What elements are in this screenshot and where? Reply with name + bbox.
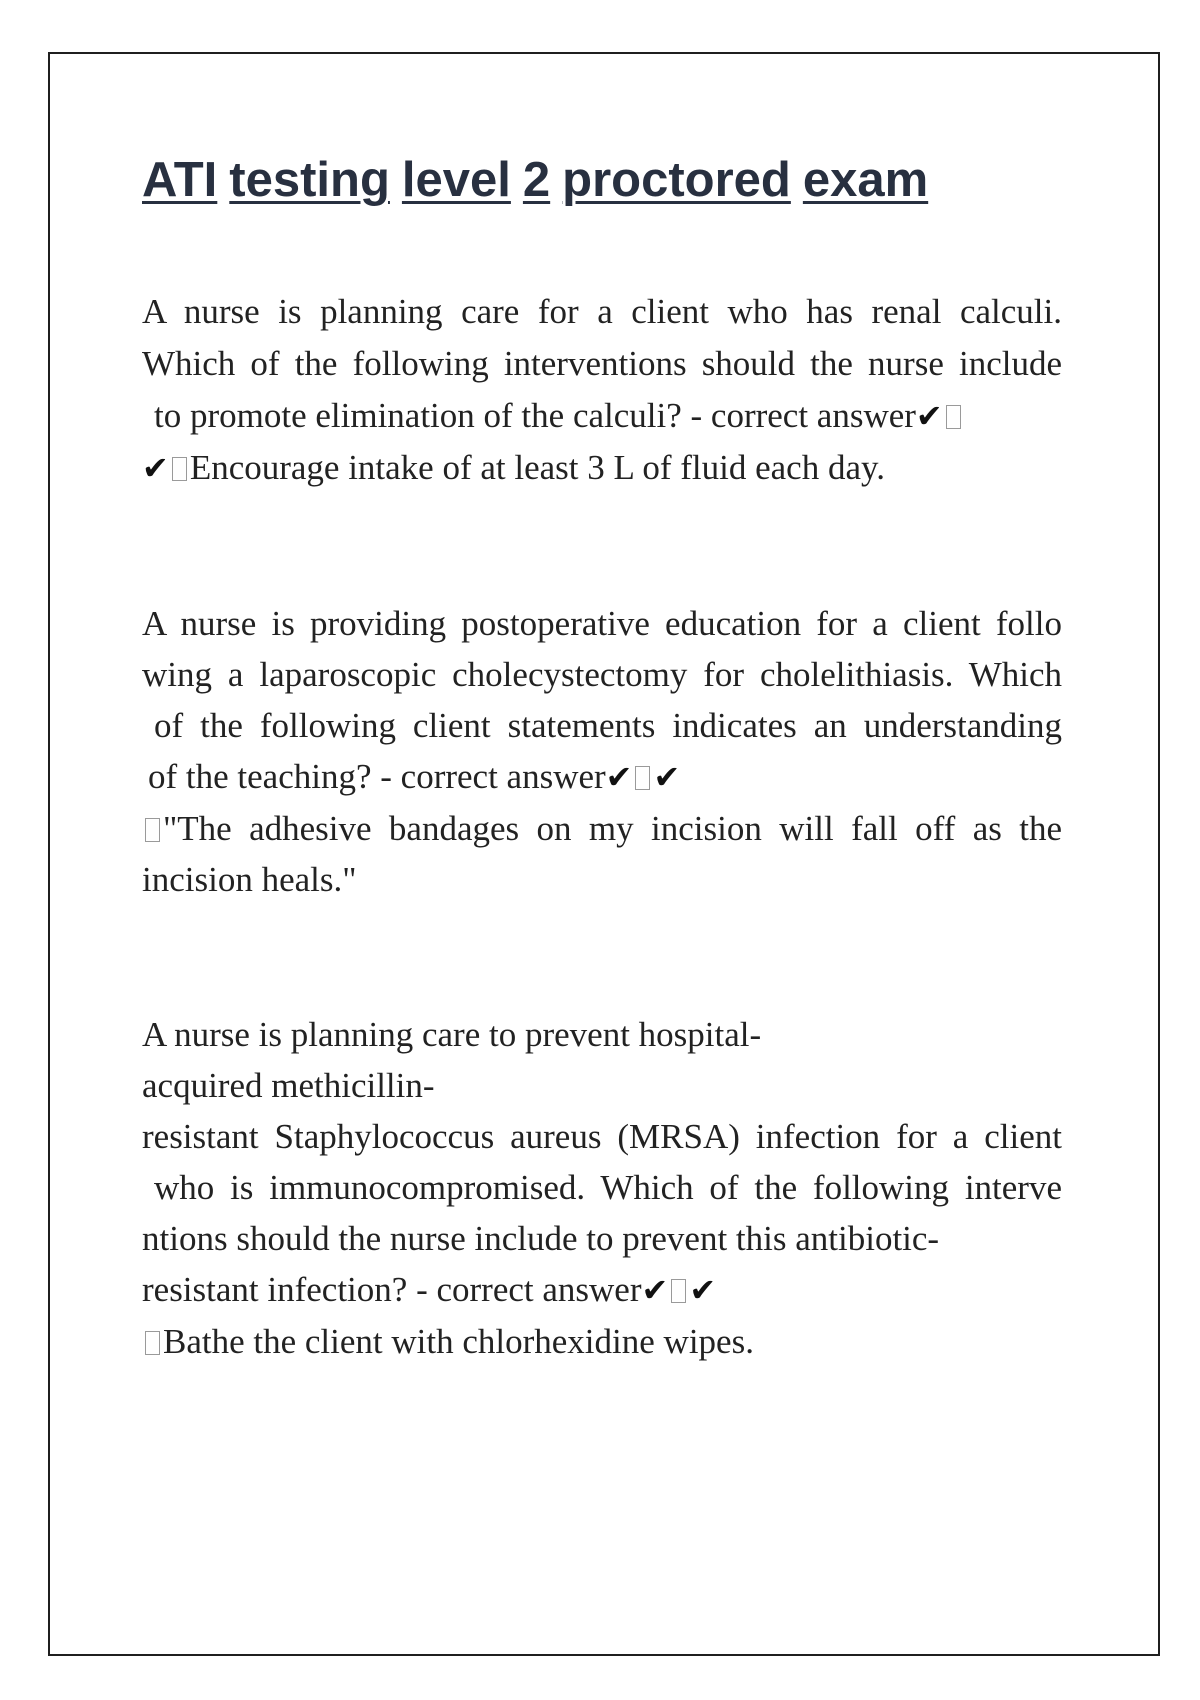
- question-line: of the following client statements indicates an understanding: [154, 706, 1062, 745]
- checkmark-icon: ✔: [142, 449, 169, 487]
- answer-text: Encourage intake of at least 3 L of fluid each day.: [189, 448, 885, 487]
- answer-line: incision heals.": [142, 860, 357, 899]
- answer-line: [142, 442, 1062, 494]
- checkmark-icon: ✔: [653, 758, 681, 796]
- missing-glyph-box-icon: [145, 818, 160, 842]
- missing-glyph-box-icon: [671, 1279, 686, 1303]
- question-line: A nurse is planning care for a client who has renal calculi.: [142, 292, 1062, 331]
- checkmark-icon: ✔: [689, 1271, 717, 1309]
- title-word: testing: [229, 153, 390, 207]
- question-line: who is immunocompromised. Which of the following interve: [154, 1168, 1062, 1207]
- document-title: [142, 154, 928, 208]
- question-line: resistant infection? - correct answer: [142, 1270, 642, 1309]
- question-line: A nurse is providing postoperative education for a client follo: [142, 604, 1062, 643]
- answer-line: [142, 803, 1062, 854]
- question-block-3: [142, 1009, 1062, 1367]
- question-line: to promote elimination of the calculi? - correct answer: [154, 396, 916, 435]
- title-word: ATI: [142, 153, 218, 207]
- title-word: exam: [802, 153, 929, 207]
- checkmark-icon: ✔: [641, 1271, 669, 1309]
- question-line: resistant Staphylococcus aureus (MRSA) infection for a client: [142, 1117, 1062, 1156]
- question-line: wing a laparoscopic cholecystectomy for cholelithiasis. Which: [142, 655, 1062, 694]
- answer-text: Bathe the client with chlorhexidine wipes.: [163, 1322, 754, 1361]
- question-line: of the teaching? - correct answer: [148, 757, 606, 796]
- checkmark-icon: ✔: [915, 397, 943, 435]
- question-line: acquired methicillin-: [142, 1066, 435, 1105]
- question-line-with-answer-marker: [142, 390, 1062, 442]
- missing-glyph-box-icon: [172, 457, 187, 481]
- question-line-with-answer-marker: [142, 751, 1062, 803]
- question-line: Which of the following interventions should the nurse include: [142, 344, 1062, 383]
- answer-text: "The adhesive bandages on my incision will fall off as the: [163, 809, 1062, 848]
- missing-glyph-box-icon: [635, 766, 650, 790]
- question-line: A nurse is planning care to prevent hospital-: [142, 1015, 762, 1054]
- question-block-2: [142, 598, 1062, 905]
- question-block-1: [142, 286, 1062, 494]
- title-word: proctored: [562, 153, 791, 207]
- title-word: level: [401, 153, 511, 207]
- question-line: ntions should the nurse include to prevent this antibiotic-: [142, 1219, 940, 1258]
- question-line-with-answer-marker: [142, 1264, 1062, 1316]
- question-line-indented: [142, 700, 1062, 751]
- checkmark-icon: ✔: [605, 758, 633, 796]
- title-word: 2: [522, 153, 551, 207]
- question-line-indented: [142, 1162, 1062, 1213]
- missing-glyph-box-icon: [145, 1331, 160, 1355]
- answer-line: [142, 1316, 1062, 1367]
- missing-glyph-box-icon: [946, 405, 961, 429]
